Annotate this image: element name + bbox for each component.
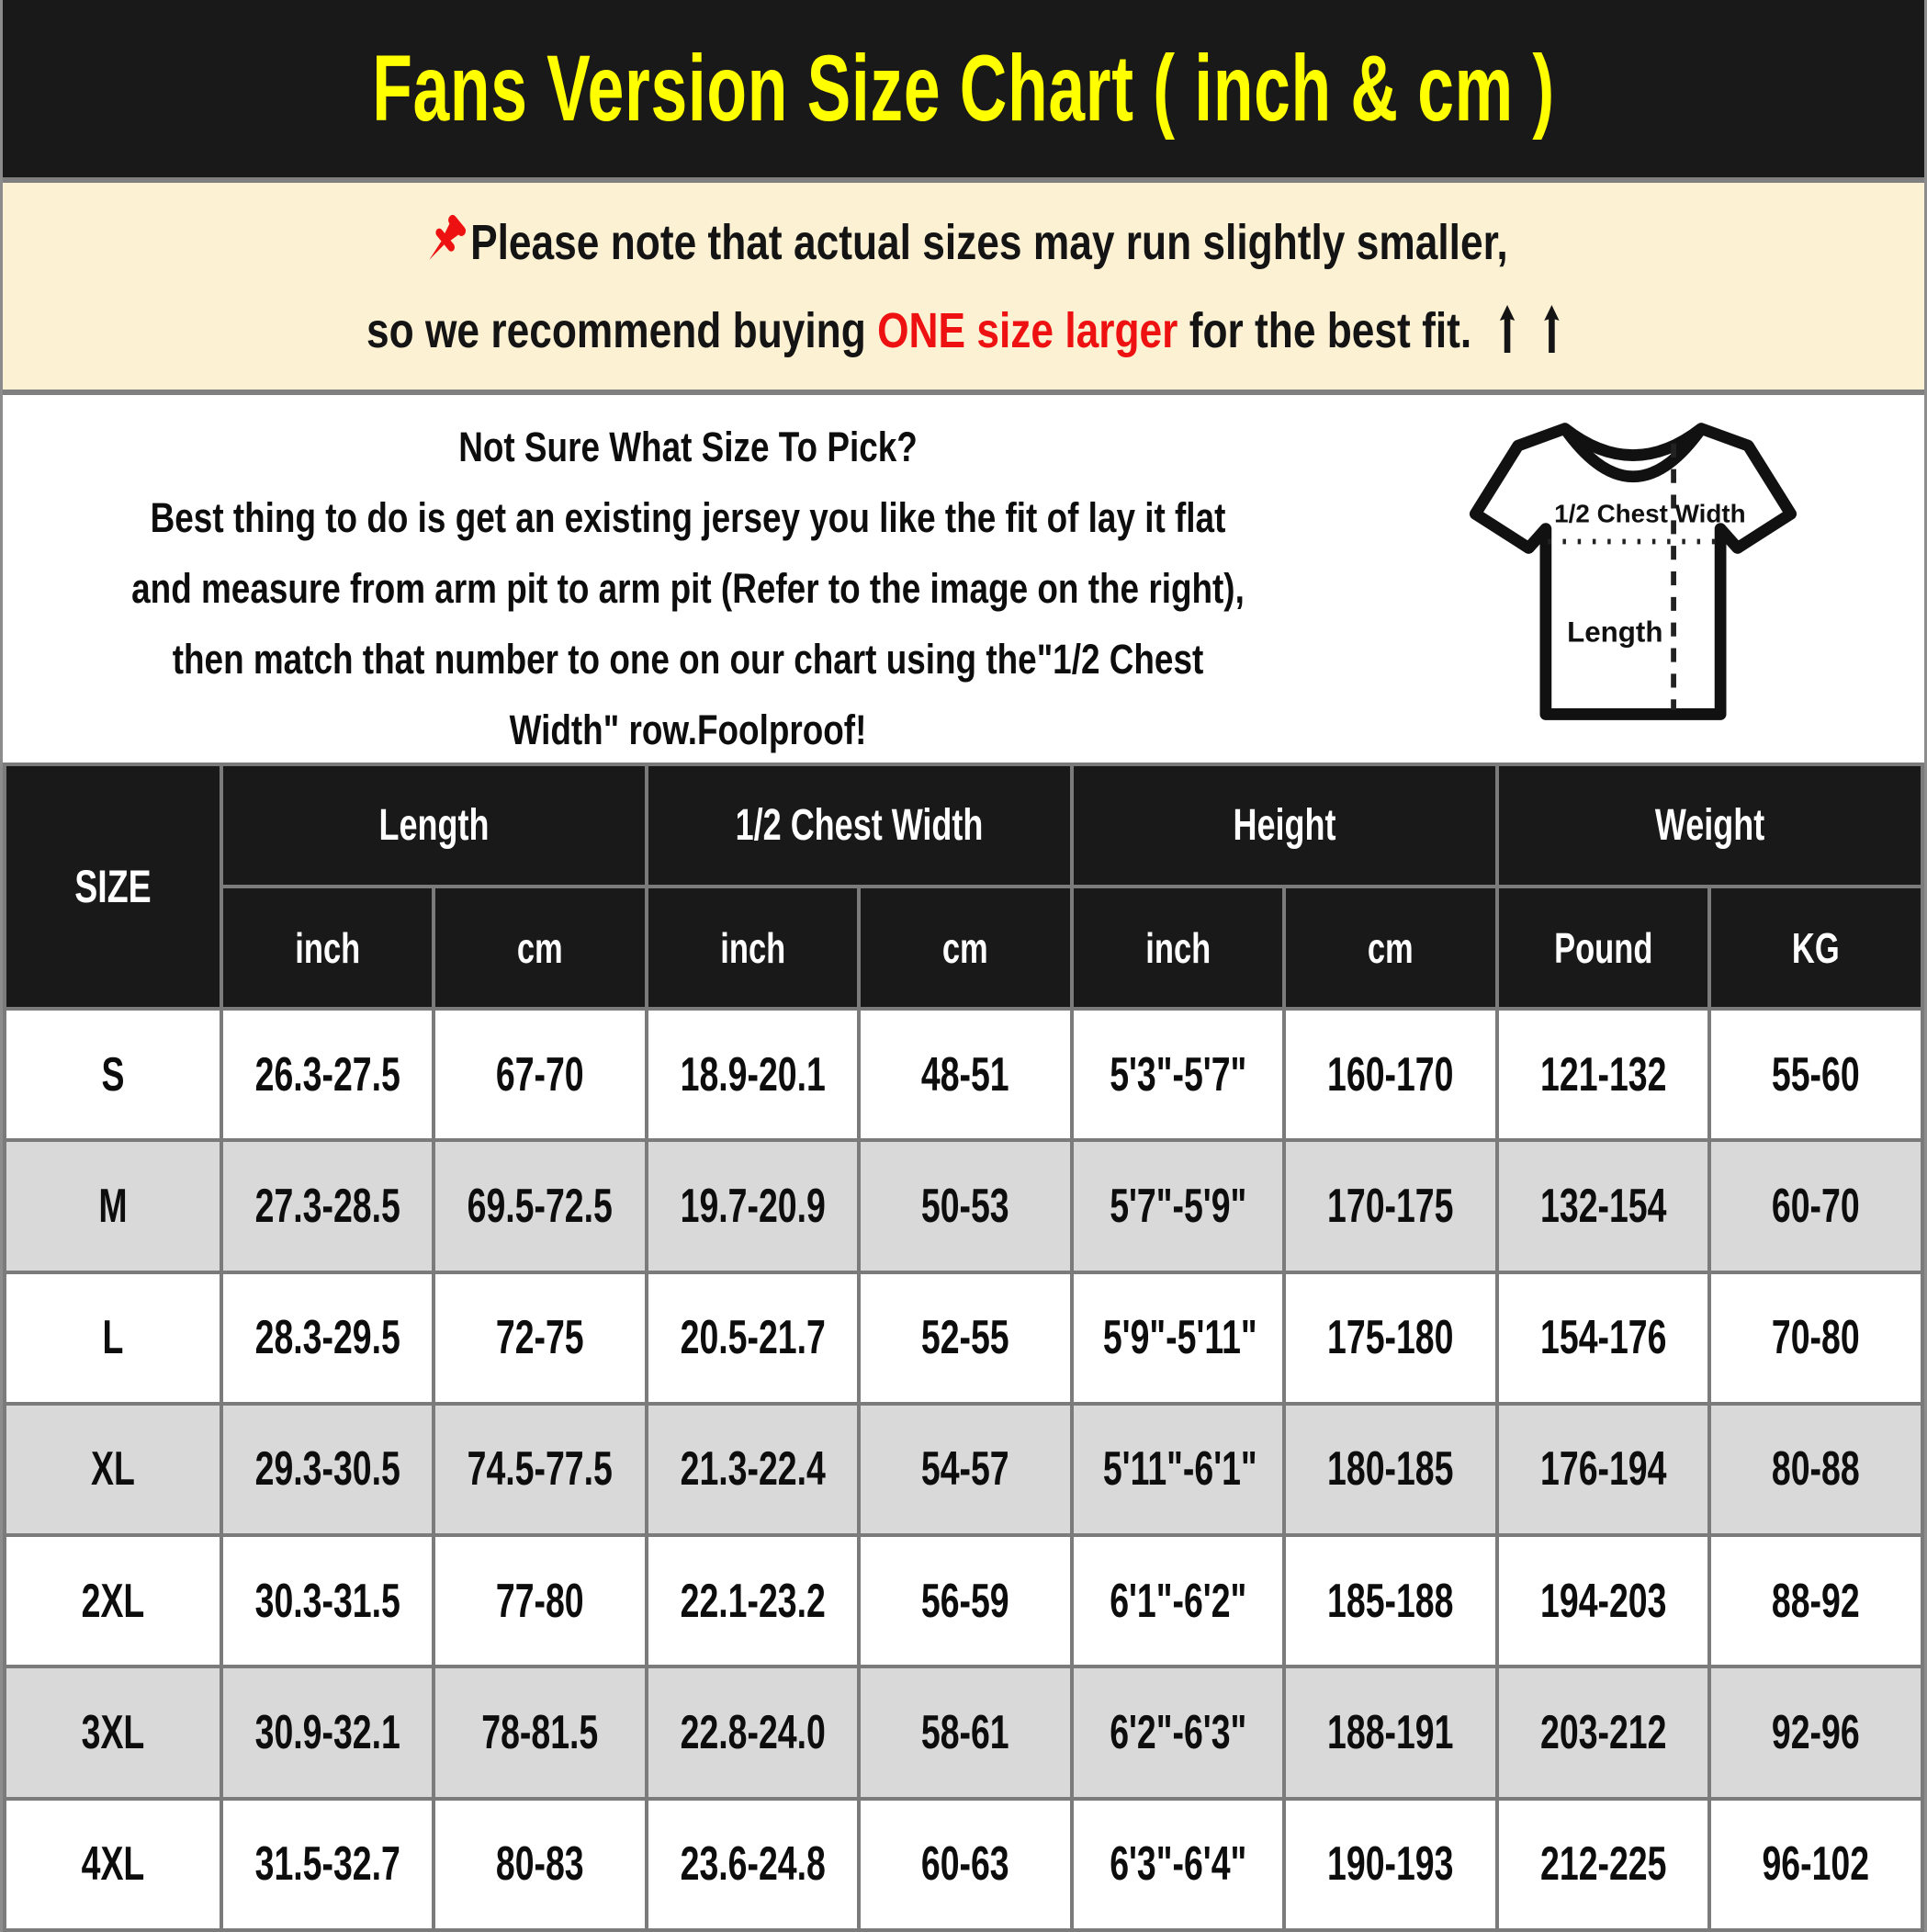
value-cell: 188-191	[1284, 1666, 1497, 1798]
value-cell: 48-51	[859, 1009, 1072, 1140]
header-group-row	[5, 764, 1922, 887]
value-cell: 88-92	[1709, 1535, 1922, 1666]
size-cell: 2XL	[5, 1535, 221, 1666]
value-cell: 77-80	[434, 1535, 647, 1666]
note-text-1: Please note that actual sizes may run slightly smaller,	[470, 214, 1508, 270]
value-cell: 5'3"-5'7"	[1072, 1009, 1285, 1140]
note-emphasis: ONE size larger	[877, 302, 1178, 358]
table-row	[5, 1272, 1922, 1404]
chest-width-label: 1/2 Chest Width	[1554, 499, 1746, 528]
size-column-header: SIZE	[5, 764, 221, 1009]
value-cell: 70-80	[1709, 1272, 1922, 1404]
value-cell: 80-88	[1709, 1404, 1922, 1535]
value-cell: 96-102	[1709, 1799, 1922, 1930]
value-cell: 67-70	[434, 1009, 647, 1140]
value-cell: 26.3-27.5	[221, 1009, 434, 1140]
value-cell: 154-176	[1497, 1272, 1710, 1404]
shirt-diagram	[1410, 395, 1924, 763]
size-cell: S	[5, 1009, 221, 1140]
value-cell: 6'2"-6'3"	[1072, 1666, 1285, 1798]
value-cell: 23.6-24.8	[647, 1799, 860, 1930]
table-row	[5, 1009, 1922, 1140]
size-cell: 4XL	[5, 1799, 221, 1930]
unit-header: inch	[221, 887, 434, 1009]
page-title: Fans Version Size Chart ( inch & cm )	[372, 36, 1555, 141]
length-label: Length	[1567, 616, 1663, 649]
value-cell: 60-63	[859, 1799, 1072, 1930]
value-cell: 22.8-24.0	[647, 1666, 860, 1798]
value-cell: 175-180	[1284, 1272, 1497, 1404]
value-cell: 190-193	[1284, 1799, 1497, 1930]
table-row	[5, 1140, 1922, 1271]
value-cell: 27.3-28.5	[221, 1140, 434, 1271]
value-cell: 60-70	[1709, 1140, 1922, 1271]
value-cell: 28.3-29.5	[221, 1272, 434, 1404]
unit-header: KG	[1709, 887, 1922, 1009]
table-row	[5, 1404, 1922, 1535]
unit-header: cm	[1284, 887, 1497, 1009]
note-line-2	[175, 287, 1751, 375]
up-arrow-icon	[1542, 305, 1561, 353]
chest-width-group-header: 1/2 Chest Width	[647, 764, 1072, 887]
size-cell: XL	[5, 1404, 221, 1535]
value-cell: 55-60	[1709, 1009, 1922, 1140]
unit-header: inch	[647, 887, 860, 1009]
value-cell: 92-96	[1709, 1666, 1922, 1798]
value-cell: 176-194	[1497, 1404, 1710, 1535]
guide-text	[3, 395, 1410, 763]
value-cell: 185-188	[1284, 1535, 1497, 1666]
value-cell: 30.3-31.5	[221, 1535, 434, 1666]
value-cell: 5'11"-6'1"	[1072, 1404, 1285, 1535]
value-cell: 180-185	[1284, 1404, 1497, 1535]
value-cell: 170-175	[1284, 1140, 1497, 1271]
value-cell: 50-53	[859, 1140, 1072, 1271]
value-cell: 80-83	[434, 1799, 647, 1930]
unit-header: cm	[859, 887, 1072, 1009]
unit-header: cm	[434, 887, 647, 1009]
value-cell: 6'3"-6'4"	[1072, 1799, 1285, 1930]
value-cell: 58-61	[859, 1666, 1072, 1798]
value-cell: 30.9-32.1	[221, 1666, 434, 1798]
value-cell: 19.7-20.9	[647, 1140, 860, 1271]
guide-line: Best thing to do is get an existing jersey you like the fit of lay it flat	[150, 494, 1226, 541]
value-cell: 6'1"-6'2"	[1072, 1535, 1285, 1666]
note-text-2a: so we recommend buying	[366, 302, 878, 358]
value-cell: 5'7"-5'9"	[1072, 1140, 1285, 1271]
guide-heading: Not Sure What Size To Pick?	[458, 424, 918, 470]
value-cell: 121-132	[1497, 1009, 1710, 1140]
value-cell: 18.9-20.1	[647, 1009, 860, 1140]
table-row	[5, 1666, 1922, 1798]
value-cell: 5'9"-5'11"	[1072, 1272, 1285, 1404]
guide-section	[3, 395, 1924, 763]
value-cell: 78-81.5	[434, 1666, 647, 1798]
value-cell: 20.5-21.7	[647, 1272, 860, 1404]
value-cell: 203-212	[1497, 1666, 1710, 1798]
value-cell: 56-59	[859, 1535, 1072, 1666]
value-cell: 21.3-22.4	[647, 1404, 860, 1535]
tshirt-icon	[1436, 412, 1831, 731]
height-group-header: Height	[1072, 764, 1497, 887]
table-row	[5, 1799, 1922, 1930]
value-cell: 31.5-32.7	[221, 1799, 434, 1930]
size-cell: M	[5, 1140, 221, 1271]
value-cell: 69.5-72.5	[434, 1140, 647, 1271]
header-units-row	[5, 887, 1922, 1009]
guide-line: Width" row.Foolproof!	[509, 706, 867, 753]
value-cell: 29.3-30.5	[221, 1404, 434, 1535]
value-cell: 52-55	[859, 1272, 1072, 1404]
table-row	[5, 1535, 1922, 1666]
size-cell: 3XL	[5, 1666, 221, 1798]
size-table-body	[5, 1009, 1922, 1930]
note-line-1	[175, 198, 1751, 287]
unit-header: inch	[1072, 887, 1285, 1009]
up-arrow-icon	[1498, 305, 1516, 353]
size-cell: L	[5, 1272, 221, 1404]
value-cell: 194-203	[1497, 1535, 1710, 1666]
value-cell: 132-154	[1497, 1140, 1710, 1271]
value-cell: 22.1-23.2	[647, 1535, 860, 1666]
length-group-header: Length	[221, 764, 647, 887]
weight-group-header: Weight	[1497, 764, 1922, 887]
guide-line: then match that number to one on our chart using the"1/2 Chest	[172, 636, 1204, 683]
guide-line: and measure from arm pit to arm pit (Refer to the image on the right),	[131, 565, 1245, 612]
value-cell: 212-225	[1497, 1799, 1710, 1930]
value-cell: 72-75	[434, 1272, 647, 1404]
note-text-2b: for the best fit.	[1178, 302, 1472, 358]
unit-header: Pound	[1497, 887, 1710, 1009]
value-cell: 160-170	[1284, 1009, 1497, 1140]
value-cell: 74.5-77.5	[434, 1404, 647, 1535]
title-bar	[3, 0, 1924, 177]
value-cell: 54-57	[859, 1404, 1072, 1535]
note-section	[3, 183, 1924, 390]
size-table	[3, 763, 1924, 1932]
pushpin-icon	[419, 211, 468, 272]
